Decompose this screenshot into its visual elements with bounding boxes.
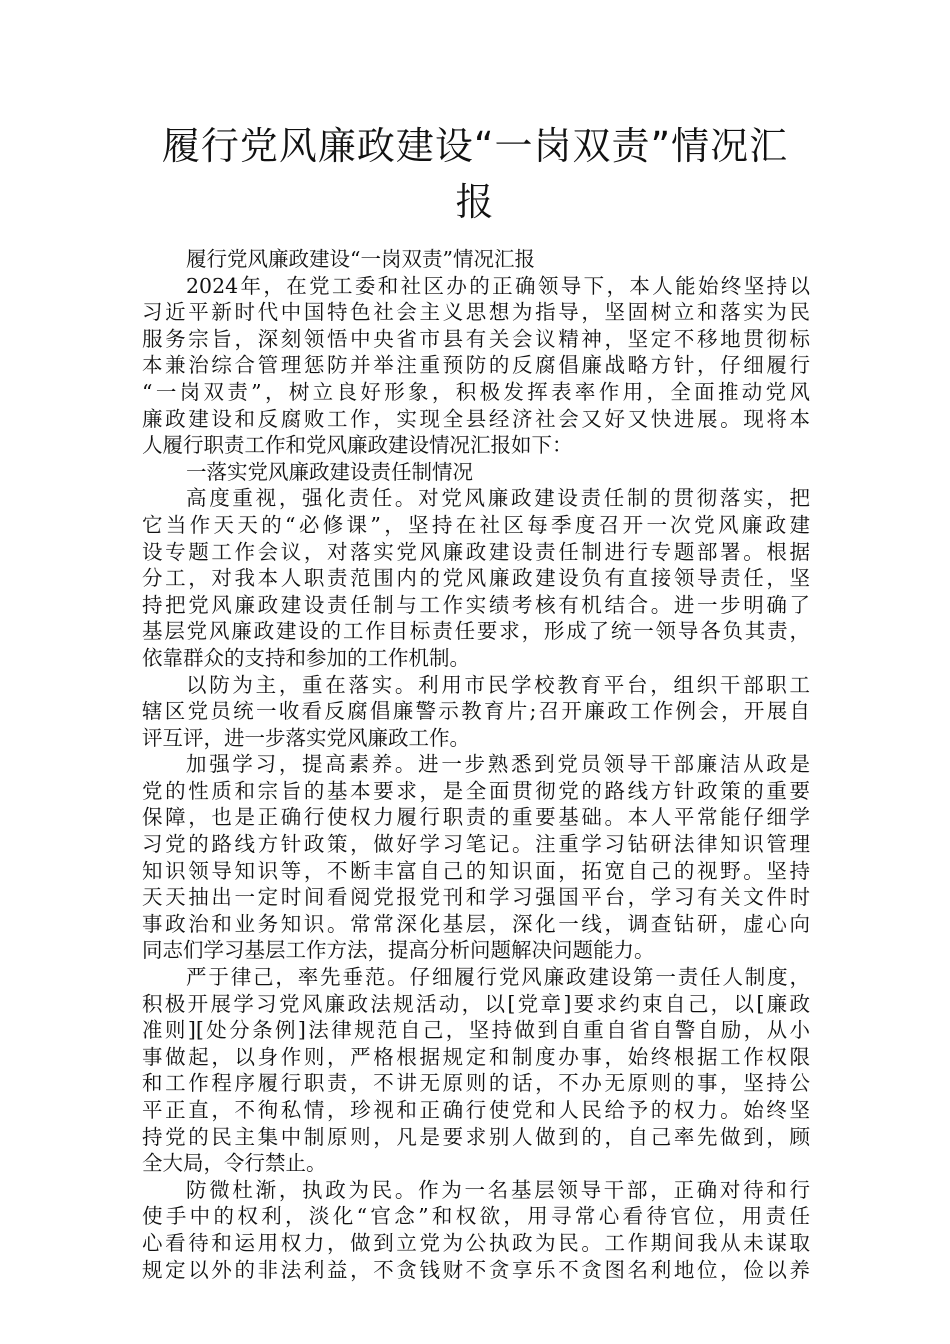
- body-text-line: 全大局，令行禁止。: [142, 1151, 327, 1176]
- document-title: [140, 118, 810, 230]
- body-text-line: 依靠群众的支持和参加的工作机制。: [142, 645, 470, 670]
- body-text-line: 一落实党风廉政建设责任制情况: [186, 459, 473, 484]
- body-text-line: 服务宗旨，深刻领悟中央省市县有关会议精神，坚定不移地贯彻标: [142, 326, 810, 351]
- body-text-line: 知识领导知识等，不断丰富自己的知识面，拓宽自己的视野。坚持: [142, 858, 810, 883]
- body-text-line: 同志们学习基层工作方法，提高分析问题解决问题能力。: [142, 938, 655, 963]
- body-text-line: 履行党风廉政建设“一岗双责”情况汇报: [186, 247, 535, 271]
- body-text-line: 习党的路线方针政策，做好学习笔记。注重学习钻研法律知识管理: [142, 832, 810, 857]
- body-text-line: 持把党风廉政建设责任制与工作实绩考核有机结合。进一步明确了: [142, 592, 810, 617]
- body-text-line: 设专题工作会议，对落实党风廉政建设责任制进行专题部署。根据: [142, 539, 810, 564]
- body-text-line: 党的性质和宗旨的基本要求，是全面贯彻党的路线方针政策的重要: [142, 778, 810, 803]
- body-text-line: 以防为主，重在落实。利用市民学校教育平台，组织干部职工: [186, 672, 810, 697]
- body-text-line: 习近平新时代中国特色社会主义思想为指导，坚固树立和落实为民: [142, 300, 810, 325]
- body-text-line: 评互评，进一步落实党风廉政工作。: [142, 725, 470, 750]
- body-text-line: 事政治和业务知识。常常深化基层，深化一线，调查钻研，虚心向: [142, 911, 810, 936]
- body-text-line: 廉政建设和反腐败工作，实现全县经济社会又好又快进展。现将本: [142, 406, 810, 431]
- body-text-line: 规定以外的非法利益，不贪钱财不贪享乐不贪图名利地位，俭以养: [142, 1257, 810, 1282]
- body-text-line: 和工作程序履行职责，不讲无原则的话，不办无原则的事，坚持公: [142, 1071, 810, 1096]
- body-text-line: “一岗双责”，树立良好形象，积极发挥表率作用，全面推动党风: [142, 379, 810, 404]
- document-title-line-2: 报: [455, 180, 495, 224]
- document-title-line-1: 履行党风廉政建设“一岗双责”情况汇: [161, 124, 789, 168]
- body-text-line: 保障，也是正确行使权力履行职责的重要基础。本人平常能仔细学: [142, 805, 810, 830]
- body-text-line: 事做起，以身作则，严格根据规定和制度办事，始终根据工作权限: [142, 1044, 810, 1069]
- body-text-line: 心看待和运用权力，做到立党为公执政为民。工作期间我从未谋取: [142, 1230, 810, 1255]
- body-text-line: 加强学习，提高素养。进一步熟悉到党员领导干部廉洁从政是: [186, 752, 810, 777]
- body-text-line: 本兼治综合管理惩防并举注重预防的反腐倡廉战略方针，仔细履行: [142, 353, 810, 378]
- body-text-line: 积极开展学习党风廉政法规活动，以[党章]要求约束自己，以[廉政: [142, 991, 810, 1016]
- body-text-line: 人履行职责工作和党风廉政建设情况汇报如下：: [142, 433, 573, 458]
- body-text-line: 使手中的权利，淡化“官念”和权欲，用寻常心看待官位，用责任: [142, 1204, 810, 1229]
- body-text-line: 准则][处分条例]法律规范自己，坚持做到自重自省自警自励，从小: [142, 1018, 810, 1043]
- body-text-line: 2024年，在党工委和社区办的正确领导下，本人能始终坚持以: [186, 273, 810, 298]
- body-text-line: 它当作天天的“必修课”，坚持在社区每季度召开一次党风廉政建: [142, 512, 810, 537]
- document-body: [142, 246, 810, 1283]
- body-text-line: 高度重视，强化责任。对党风廉政建设责任制的贯彻落实，把: [186, 486, 810, 511]
- body-text-line: 天天抽出一定时间看阅党报党刊和学习强国平台，学习有关文件时: [142, 885, 810, 910]
- body-text-line: 基层党风廉政建设的工作目标责任要求，形成了统一领导各负其责，: [142, 619, 810, 644]
- body-text-line: 平正直，不徇私情，珍视和正确行使党和人民给予的权力。始终坚: [142, 1098, 810, 1122]
- body-text-line: 持党的民主集中制原则，凡是要求别人做到的，自己率先做到，顾: [142, 1124, 810, 1149]
- body-text-line: 辖区党员统一收看反腐倡廉警示教育片;召开廉政工作例会，开展自: [142, 699, 810, 724]
- body-text-line: 防微杜渐，执政为民。作为一名基层领导干部，正确对待和行: [186, 1177, 810, 1202]
- body-text-line: 严于律己，率先垂范。仔细履行党风廉政建设第一责任人制度，: [186, 965, 810, 990]
- body-text-line: 分工，对我本人职责范围内的党风廉政建设负有直接领导责任，坚: [142, 566, 810, 591]
